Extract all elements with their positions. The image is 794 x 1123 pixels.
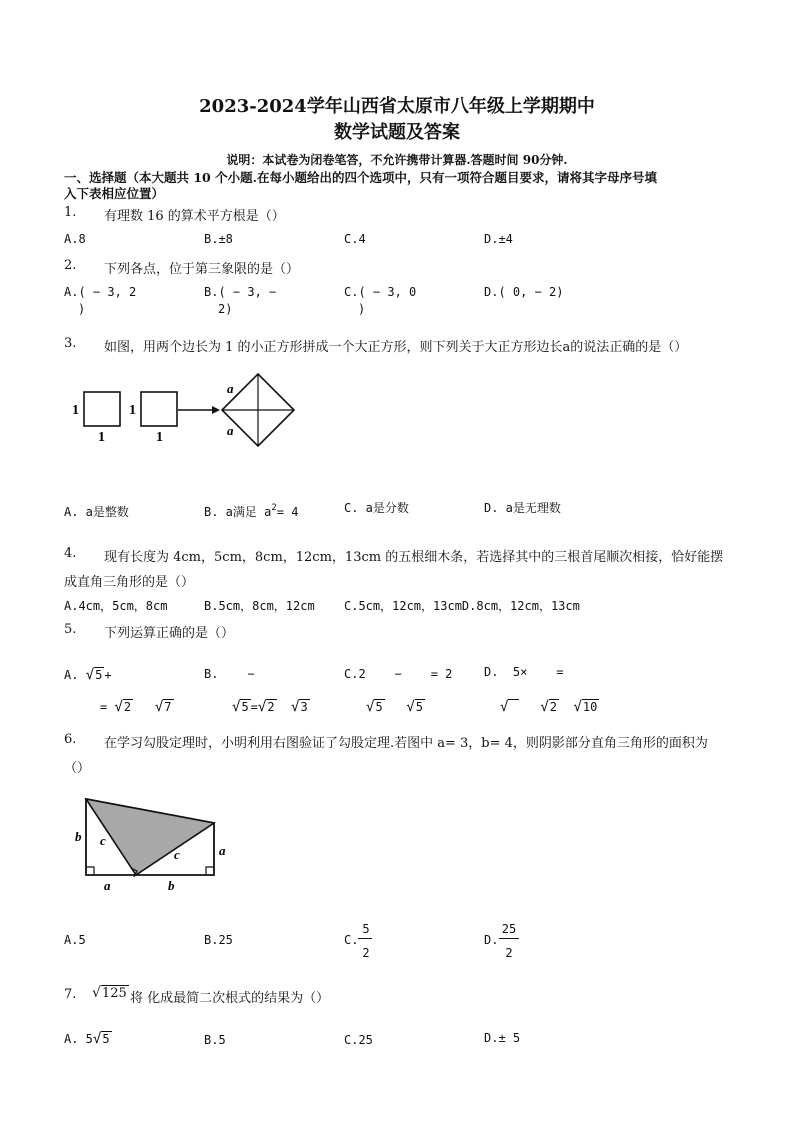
q4-option-cd: C.5cm，12cm，13cmD.8cm，12cm，13cm: [344, 599, 580, 613]
sqrt-symbol: √: [114, 699, 123, 715]
q4-option-a: A.4cm，5cm，8cm: [64, 599, 168, 613]
q6-label-c-right: c: [174, 847, 180, 862]
q5-b-minus: −: [247, 667, 255, 681]
q5-d-label: D.: [484, 665, 499, 679]
q6-label-a-right: a: [219, 843, 226, 858]
question-4-text-cont: 成直角三角形的是（）: [64, 575, 195, 590]
sqrt-symbol: √: [406, 699, 415, 715]
q3-diamond-label-top: a: [227, 381, 234, 396]
question-6-text: 在学习勾股定理时，小明利用右图验证了勾股定理.若图中 a= 3，b= 4，则阴影部分直角三角形的面积为: [104, 736, 708, 751]
sqrt-symbol: √: [92, 985, 101, 1001]
sqrt-symbol: √: [85, 667, 95, 683]
small-square-right: [141, 392, 177, 426]
q3-option-b-exponent: 2: [271, 503, 277, 513]
q6-option-d: D.: [484, 933, 499, 947]
sqrt-symbol: √: [291, 699, 300, 715]
question-6-text-cont: （）: [64, 761, 91, 776]
q3-option-b: [204, 503, 298, 520]
sqrt-symbol: √: [573, 699, 582, 715]
section-heading-line2: 入下表相应位置）: [64, 186, 165, 201]
q2-option-d: D.( 0, − 2): [484, 285, 564, 299]
question-7-text: 将 化成最简二次根式的结果为（）: [130, 991, 330, 1006]
q5-a-label: A.: [64, 668, 79, 682]
q6-option-d-denominator: 2: [505, 946, 513, 960]
q5-d-r2: 2: [549, 700, 558, 714]
q5-option-d-top: [484, 665, 564, 679]
q6-option-c-numerator: 5: [362, 922, 370, 936]
q5-b-r1: 5: [241, 700, 249, 714]
q6-trapezoid-figure: [70, 795, 250, 897]
q1-option-b: B.±8: [204, 232, 233, 246]
q3-option-b-text: B. a满足 a: [204, 505, 272, 519]
q7-option-d: D.± 5: [484, 1031, 521, 1045]
sqrt-symbol: √: [257, 699, 267, 715]
question-3-text: 如图，用两个边长为 1 的小正方形拼成一个大正方形，则下列关于大正方形边长a的说法正确的是（）: [104, 340, 688, 355]
q6-option-c-denominator: 2: [362, 946, 370, 960]
q3-bottom-label-right: 1: [156, 430, 163, 445]
q5-b-r3: 3: [300, 700, 308, 714]
question-4-text: 现有长度为 4cm，5cm，8cm，12cm，13cm 的五根细木条，若选择其中的三根首尾顺次相接，恰好能摆: [104, 550, 724, 565]
exam-instructions: 说明：本试卷为闭卷笔答，不允许携带计算器.答题时间 90分钟.: [226, 153, 568, 167]
q3-option-d: D. a是无理数: [484, 501, 561, 515]
q3-option-a: A. a是整数: [64, 505, 129, 519]
q5-c-eq: = 2: [430, 667, 453, 681]
q2-option-c-cont: ): [358, 302, 366, 316]
q5-d-r1: [508, 699, 518, 714]
q5-b-eq: =: [250, 700, 258, 714]
q5-d-r3: 10: [582, 700, 598, 714]
q1-option-c: C.4: [344, 232, 366, 246]
q6-label-b-left: b: [75, 829, 82, 844]
question-5-text: 下列运算正确的是（）: [104, 626, 235, 641]
q2-option-a: A.( − 3, 2: [64, 285, 137, 299]
q3-side-label-left: 1: [72, 403, 79, 418]
question-2-text: 下列各点，位于第三象限的是（）: [104, 262, 300, 277]
q7-radicand: 125: [101, 986, 127, 1001]
question-2-number: 2.: [64, 258, 77, 273]
q5-c-label: C.2: [344, 667, 366, 681]
q2-option-b: B.( − 3, −: [204, 285, 277, 299]
question-7-number: 7.: [64, 987, 77, 1002]
q6-option-a: A.5: [64, 933, 86, 947]
q7-option-a-radicand: 5: [102, 1032, 110, 1046]
sqrt-symbol: √: [366, 699, 375, 715]
q2-option-c: C.( − 3, 0: [344, 285, 417, 299]
question-1-number: 1.: [64, 205, 77, 220]
q5-c-minus: −: [394, 667, 402, 681]
sqrt-symbol: √: [232, 699, 241, 715]
question-4-number: 4.: [64, 546, 77, 561]
question-6-number: 6.: [64, 732, 77, 747]
sqrt-symbol: √: [92, 1031, 102, 1047]
q6-option-d-numerator: 25: [501, 922, 517, 936]
q6-option-c: C.: [344, 933, 359, 947]
paper-title-line2: 数学试题及答案: [334, 122, 460, 143]
q6-option-b: B.25: [204, 933, 233, 947]
small-square-left: [84, 392, 120, 426]
right-angle-right: [206, 867, 214, 875]
q7-option-a-text: A. 5: [64, 1032, 93, 1046]
q3-arrow-head: [212, 406, 220, 414]
q3-side-label-right: 1: [129, 403, 136, 418]
q3-option-b-tail: = 4: [276, 505, 299, 519]
sqrt-symbol: √: [500, 699, 509, 715]
q5-option-d-bottom: [500, 699, 599, 715]
q5-a-eq: =: [100, 700, 108, 714]
q5-option-a-top: [64, 667, 112, 683]
sqrt-symbol: √: [154, 699, 164, 715]
q5-b-label: B.: [204, 667, 219, 681]
q5-a-radicand: 5: [95, 668, 103, 682]
section-heading-line1: 一、选择题（本大题共 10 个小题.在每小题给出的四个选项中，只有一项符合题目要求，请将其字母序号填: [64, 170, 657, 185]
q7-option-c: C.25: [344, 1033, 373, 1047]
q5-option-c-top: [344, 667, 452, 681]
q3-squares-figure: [64, 372, 314, 454]
q6-option-c-fraction-bar: [358, 938, 372, 939]
q5-option-a-bottom: [100, 699, 174, 715]
q5-option-c-bottom: [366, 699, 425, 715]
q3-bottom-label-left: 1: [98, 430, 105, 445]
q7-option-a: [64, 1031, 112, 1047]
q6-label-c-left: c: [100, 833, 106, 848]
q1-option-d: D.±4: [484, 232, 513, 246]
q5-a-r1: 2: [123, 700, 132, 714]
q6-option-d-fraction-bar: [499, 938, 519, 939]
q5-d-times: 5×: [512, 665, 528, 679]
q5-option-b-top: [204, 667, 255, 681]
q5-option-b-bottom: [232, 699, 310, 715]
q1-option-a: A.8: [64, 232, 86, 246]
q3-diamond-label-bottom: a: [227, 423, 234, 438]
q5-d-eq: =: [556, 665, 564, 679]
paper-title-line1: 2023-2024学年山西省太原市八年级上学期期中: [199, 96, 595, 117]
q6-label-b-bottom: b: [168, 878, 175, 893]
q2-option-b-cont: 2): [218, 302, 233, 316]
q4-option-b: B.5cm，8cm，12cm: [204, 599, 315, 613]
q5-c-r2: 5: [415, 700, 424, 714]
q5-a-r2: 7: [164, 700, 172, 714]
q7-option-b: B.5: [204, 1033, 226, 1047]
right-angle-left: [86, 867, 94, 875]
q5-b-r2: 2: [267, 700, 275, 714]
sqrt-symbol: √: [540, 699, 549, 715]
q5-a-plus: +: [104, 668, 112, 682]
question-5-number: 5.: [64, 622, 77, 637]
q5-c-r1: 5: [375, 700, 383, 714]
q2-option-a-cont: ): [78, 302, 86, 316]
question-7-expression: [92, 985, 129, 1001]
q3-option-c: C. a是分数: [344, 501, 409, 515]
q6-label-a-bottom: a: [104, 878, 111, 893]
question-3-number: 3.: [64, 336, 77, 351]
question-1-text: 有理数 16 的算术平方根是（）: [104, 209, 285, 224]
